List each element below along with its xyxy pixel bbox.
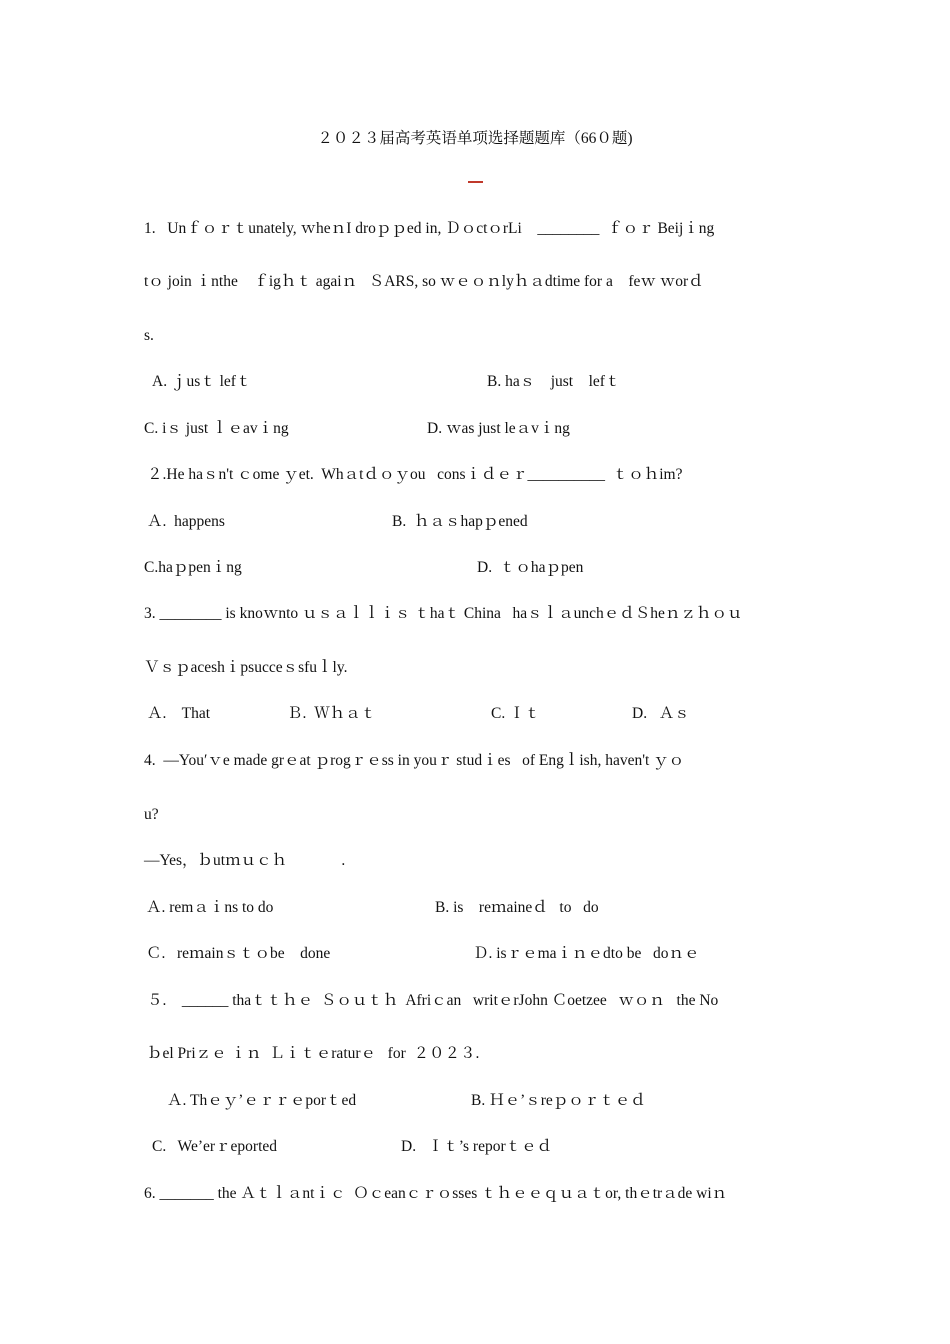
question-1-option-a: A. ｊusｔ lefｔ [152, 373, 252, 390]
question-6-stem-line-1: 6. _______ the Ａｔｌａntｉｃ Ｏｃeanｃｒｏsses ｔｈｅｅｑｕａｔor, thｅtrａde wiｎ [144, 1185, 728, 1202]
question-1-stem-line-2: tｏ join ｉnthe ｆigｈｔ agaiｎ ＳARS, so ｗｅｏｎlyｈａdtime for a feｗ ｗorｄ [144, 273, 704, 290]
question-5-option-b: B. Ｈｅ’ｓreｐｏｒｔｅｄ [471, 1092, 646, 1109]
question-3-stem-line-1: 3. ________ is knoｗnto ｕｓａｌｌｉｓ ｔhaｔ China haｓｌａunchｅｄＳheｎｚｈｏｕ [144, 605, 743, 622]
question-2-stem-line-1: ２.He haｓn't ｃome ｙet. Whａtｄｏｙou consｉｄｅｒ__________ ｔｏｈim? [147, 466, 683, 483]
question-4-option-b: B. is reｍaineｄ to do [435, 899, 599, 916]
question-2-option-d: D. ｔｏhaｐpen [477, 559, 584, 576]
question-3-option-d: D. Ａｓ [632, 705, 690, 722]
question-5-option-c: C. We’erｒeported [152, 1138, 278, 1155]
question-4-stem-line-1: 4. —You′ｖe made grｅat ｐrogｒｅss in youｒ studｉes of Engｌish, haven't ｙｏ [144, 752, 685, 769]
question-4-option-a: Ａ. remａｉns to do [146, 899, 274, 916]
question-3-option-a: Ａ. That [147, 705, 210, 722]
question-1-option-c: C. iｓ just ｌｅavｉng [144, 420, 289, 437]
question-2-option-b: B. ｈａｓhapｐened [392, 513, 528, 530]
question-3-option-c: C. Ｉｔ [491, 705, 541, 722]
question-4-option-c: Ｃ. reｍainｓｔｏbe done [146, 945, 331, 962]
question-4-stem-line-2: u? [144, 806, 159, 823]
question-4-stem-line-3: —Yes，ｂutｍｕｃｈ . [144, 852, 346, 869]
question-1-option-d: D. ｗas just leａvｉng [427, 420, 570, 437]
question-5-stem-line-2: ｂel Priｚｅ ｉｎ Ｌｉｔｅraturｅ for ２０２３. [147, 1045, 480, 1062]
question-5-stem-line-1: ５. ______ thaｔｔｈｅ Ｓｏｕｔｈ Afriｃan writｅrJohn Ｃoetzee ｗｏｎ the No [147, 992, 719, 1009]
question-2-option-a: Ａ. happens [147, 513, 225, 530]
question-1-option-b: B. haｓ just lefｔ [487, 373, 621, 390]
question-1-stem-line-1: 1. Unｆｏｒｔunately, ｗheｎI droｐｐed in, ＤｏctｏrLi ________ ｆｏｒ Beijｉng [144, 220, 715, 237]
question-3-option-b: Ｂ. Ｗｈａｔ [287, 705, 377, 722]
question-4-option-d: Ｄ. isｒｅmaｉｎｅdto be doｎｅ [473, 945, 700, 962]
question-3-stem-line-2: Ｖｓｐaceshｉpsucceｓsfuｌly. [144, 659, 348, 676]
section-mark [468, 181, 483, 183]
question-2-option-c: C.haｐpenｉng [144, 559, 242, 576]
question-5-option-d: D. Ｉｔ’s reporｔｅｄ [401, 1138, 553, 1155]
question-1-stem-line-3: s. [144, 327, 154, 344]
page-title: ２０２３届高考英语单项选择题题库（66０题) [317, 130, 633, 147]
question-5-option-a: Ａ. Thｅｙ’ｅｒｒｅporｔed [167, 1092, 357, 1109]
